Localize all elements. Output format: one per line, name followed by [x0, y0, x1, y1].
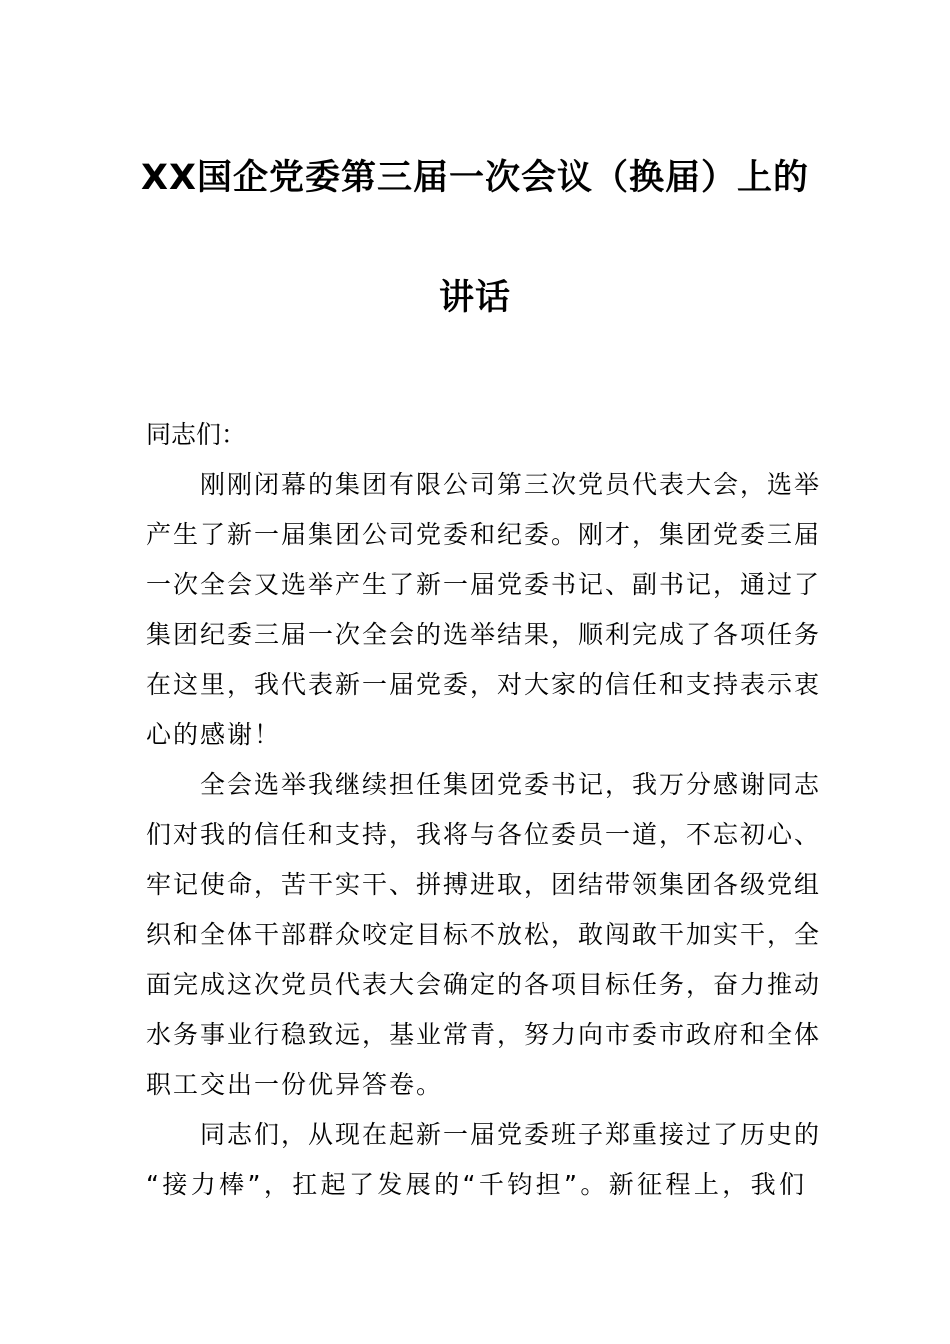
- document-title-line-1: XX国企党委第三届一次会议（换届）上的: [141, 158, 809, 198]
- paragraph-line: 水务事业行稳致远，基业常青，努力向市委市政府和全体: [146, 1020, 822, 1049]
- document-body: [146, 410, 822, 1210]
- paragraph-line: 集团纪委三届一次全会的选举结果，顺利完成了各项任务: [146, 620, 822, 649]
- greeting: 同志们：: [146, 420, 247, 449]
- paragraph-line: 一次全会又选举产生了新一届党委书记、副书记，通过了: [146, 570, 822, 599]
- paragraph-line: 在这里，我代表新一届党委，对大家的信任和支持表示衷: [146, 670, 822, 699]
- paragraph-line: 们对我的信任和支持，我将与各位委员一道，不忘初心、: [146, 820, 822, 849]
- paragraph-line: 心的感谢！: [146, 720, 282, 749]
- paragraph-line: 同志们，从现在起新一届党委班子郑重接过了历史的: [200, 1120, 822, 1149]
- paragraph-line: “接力棒”，扛起了发展的“千钧担”。新征程上，我们: [146, 1170, 806, 1199]
- document-title-line-2: 讲话: [438, 278, 511, 318]
- paragraph-line: 面完成这次党员代表大会确定的各项目标任务，奋力推动: [146, 970, 822, 999]
- paragraph-line: 全会选举我继续担任集团党委书记，我万分感谢同志: [200, 770, 822, 799]
- paragraph-line: 职工交出一份优异答卷。: [146, 1070, 444, 1099]
- paragraph-3: [146, 1110, 822, 1210]
- paragraph-line: 刚刚闭幕的集团有限公司第三次党员代表大会，选举: [200, 470, 822, 499]
- paragraph-line: 产生了新一届集团公司党委和纪委。刚才，集团党委三届: [146, 520, 822, 549]
- paragraph-2: [146, 760, 822, 1110]
- paragraph-1: [146, 460, 822, 760]
- paragraph-line: 织和全体干部群众咬定目标不放松，敢闯敢干加实干，全: [146, 920, 822, 949]
- paragraph-line: 牢记使命，苦干实干、拼搏进取，团结带领集团各级党组: [146, 870, 822, 899]
